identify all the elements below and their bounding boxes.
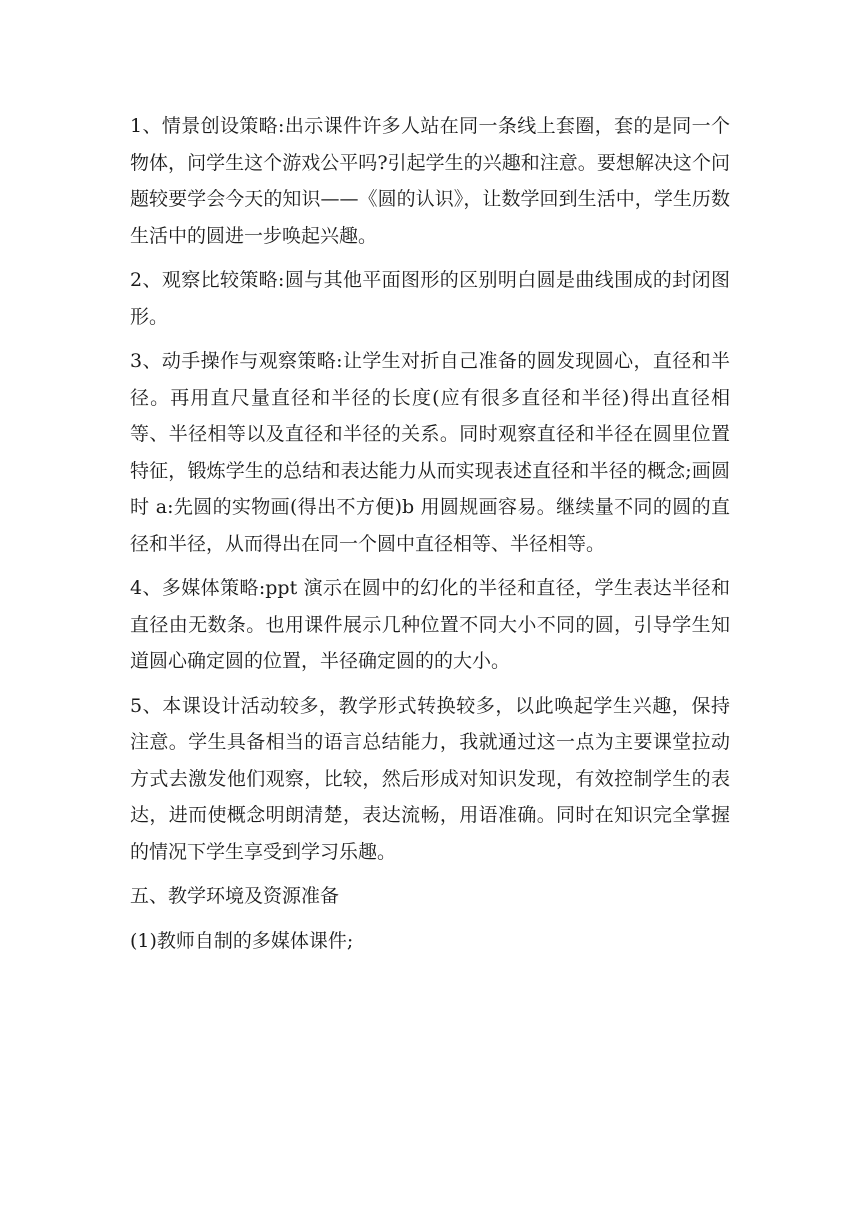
document-body [130, 108, 730, 967]
strategy-paragraph-1: 1、情景创设策略:出示课件许多人站在同一条线上套圈，套的是同一个物体，问学生这个游戏公平吗?引起学生的兴趣和注意。要想解决这个问题较要学会今天的知识——《圆的认识》，让数学回到生活中，学生历数生活中的圆进一步唤起兴趣。 [130, 115, 730, 247]
resource-item-1: (1)教师自制的多媒体课件; [130, 929, 354, 952]
strategy-paragraph-2: 2、观察比较策略:圆与其他平面图形的区别明白圆是曲线围成的封闭图形。 [130, 269, 730, 328]
section-heading: 五、教学环境及资源准备 [130, 885, 340, 907]
strategy-paragraph-5: 5、本课设计活动较多，教学形式转换较多，以此唤起学生兴趣，保持注意。学生具备相当的语言总结能力，我就通过这一点为主要课堂拉动方式去激发他们观察，比较，然后形成对知识发现，有效控制学生的表达，进而使概念明朗清楚，表达流畅，用语准确。同时在知识完全掌握的情况下学生享受到学习乐趣。 [130, 694, 730, 863]
strategy-paragraph-4: 4、多媒体策略:ppt 演示在圆中的幻化的半径和直径，学生表达半径和直径由无数条。也用课件展示几种位置不同大小不同的圆，引导学生知道圆心确定圆的位置，半径确定圆的的大小。 [130, 577, 730, 672]
strategy-paragraph-3: 3、动手操作与观察策略:让学生对折自己准备的圆发现圆心，直径和半径。再用直尺量直径和半径的长度(应有很多直径和半径)得出直径相等、半径相等以及直径和半径的关系。同时观察直径和半径在圆里位置特征，锻炼学生的总结和表达能力从而实现表述直径和半径的概念;画圆时 a:先圆的实物画(得出不方便)b 用圆规画容易。继续量不同的圆的直径和半径，从而得出在同一个圆中直径相等、半径相等。 [130, 350, 730, 555]
